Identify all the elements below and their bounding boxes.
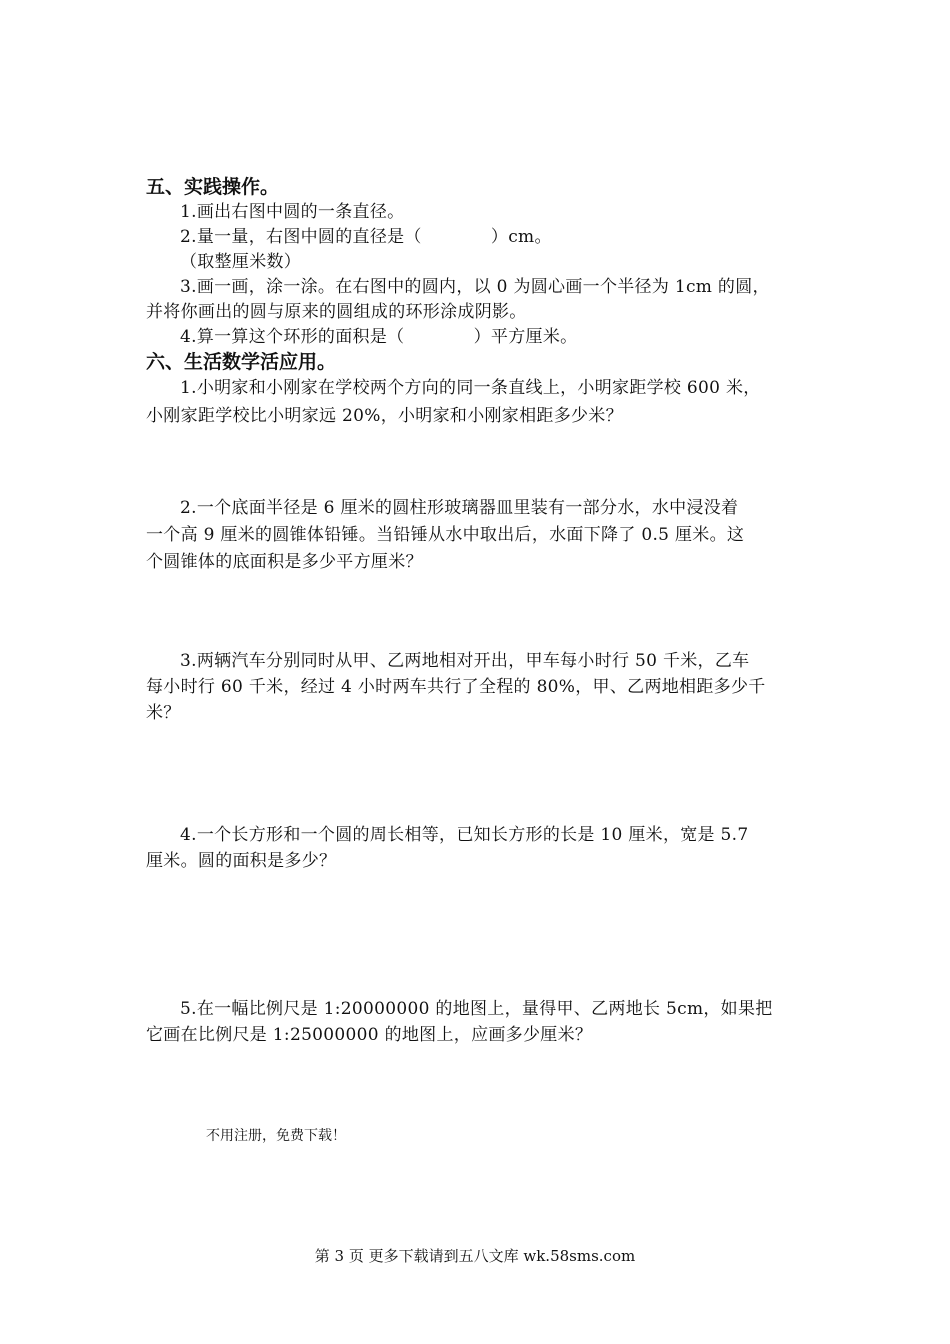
problem-5-line-1: 5.在一幅比例尺是 1:20000000 的地图上，量得甲、乙两地长 5cm，如果把 <box>180 999 773 1019</box>
section-6-heading: 六、生活数学活应用。 <box>146 351 337 373</box>
section-5-heading: 五、实践操作。 <box>146 176 280 198</box>
problem-3-line-3: 米？ <box>146 703 181 723</box>
section-5-question-2: 2.量一量，右图中圆的直径是（ ）cm。 <box>180 227 552 247</box>
problem-4-line-1: 4.一个长方形和一个圆的周长相等，已知长方形的长是 10 厘米，宽是 5.7 <box>180 825 749 845</box>
problem-2-line-3: 个圆锥体的底面积是多少平方厘米？ <box>146 552 423 572</box>
problem-2-line-1: 2.一个底面半径是 6 厘米的圆柱形玻璃器皿里装有一部分水，水中浸没着 <box>180 498 739 518</box>
problem-5-line-2: 它画在比例尺是 1:25000000 的地图上，应画多少厘米？ <box>146 1025 593 1045</box>
problem-4-line-2: 厘米。圆的面积是多少？ <box>146 851 337 871</box>
page-footer: 第 3 页 更多下载请到五八文库 wk.58sms.com <box>314 1247 636 1265</box>
problem-3-line-2: 每小时行 60 千米，经过 4 小时两车共行了全程的 80%，甲、乙两地相距多少千 <box>146 677 766 697</box>
problem-1-line-2: 小刚家距学校比小明家远 20%，小明家和小刚家相距多少米？ <box>146 406 623 426</box>
problem-3-line-1: 3.两辆汽车分别同时从甲、乙两地相对开出，甲车每小时行 50 千米，乙车 <box>180 651 750 671</box>
section-5-question-1: 1.画出右图中圆的一条直径。 <box>180 202 405 222</box>
section-5-question-3-line-1: 3.画一画，涂一涂。在右图中的圆内，以 0 为圆心画一个半径为 1cm 的圆， <box>180 277 770 297</box>
problem-2-line-2: 一个高 9 厘米的圆锥体铅锤。当铅锤从水中取出后，水面下降了 0.5 厘米。这 <box>146 525 745 545</box>
section-5-question-4: 4.算一算这个环形的面积是（ ）平方厘米。 <box>180 327 578 347</box>
free-download-note: 不用注册，免费下载！ <box>206 1128 346 1144</box>
section-5-question-3-line-2: 并将你画出的圆与原来的圆组成的环形涂成阴影。 <box>146 302 527 322</box>
problem-1-line-1: 1.小明家和小刚家在学校两个方向的同一条直线上，小明家距学校 600 米， <box>180 378 761 398</box>
section-5-question-2-note: （取整厘米数） <box>180 252 302 272</box>
